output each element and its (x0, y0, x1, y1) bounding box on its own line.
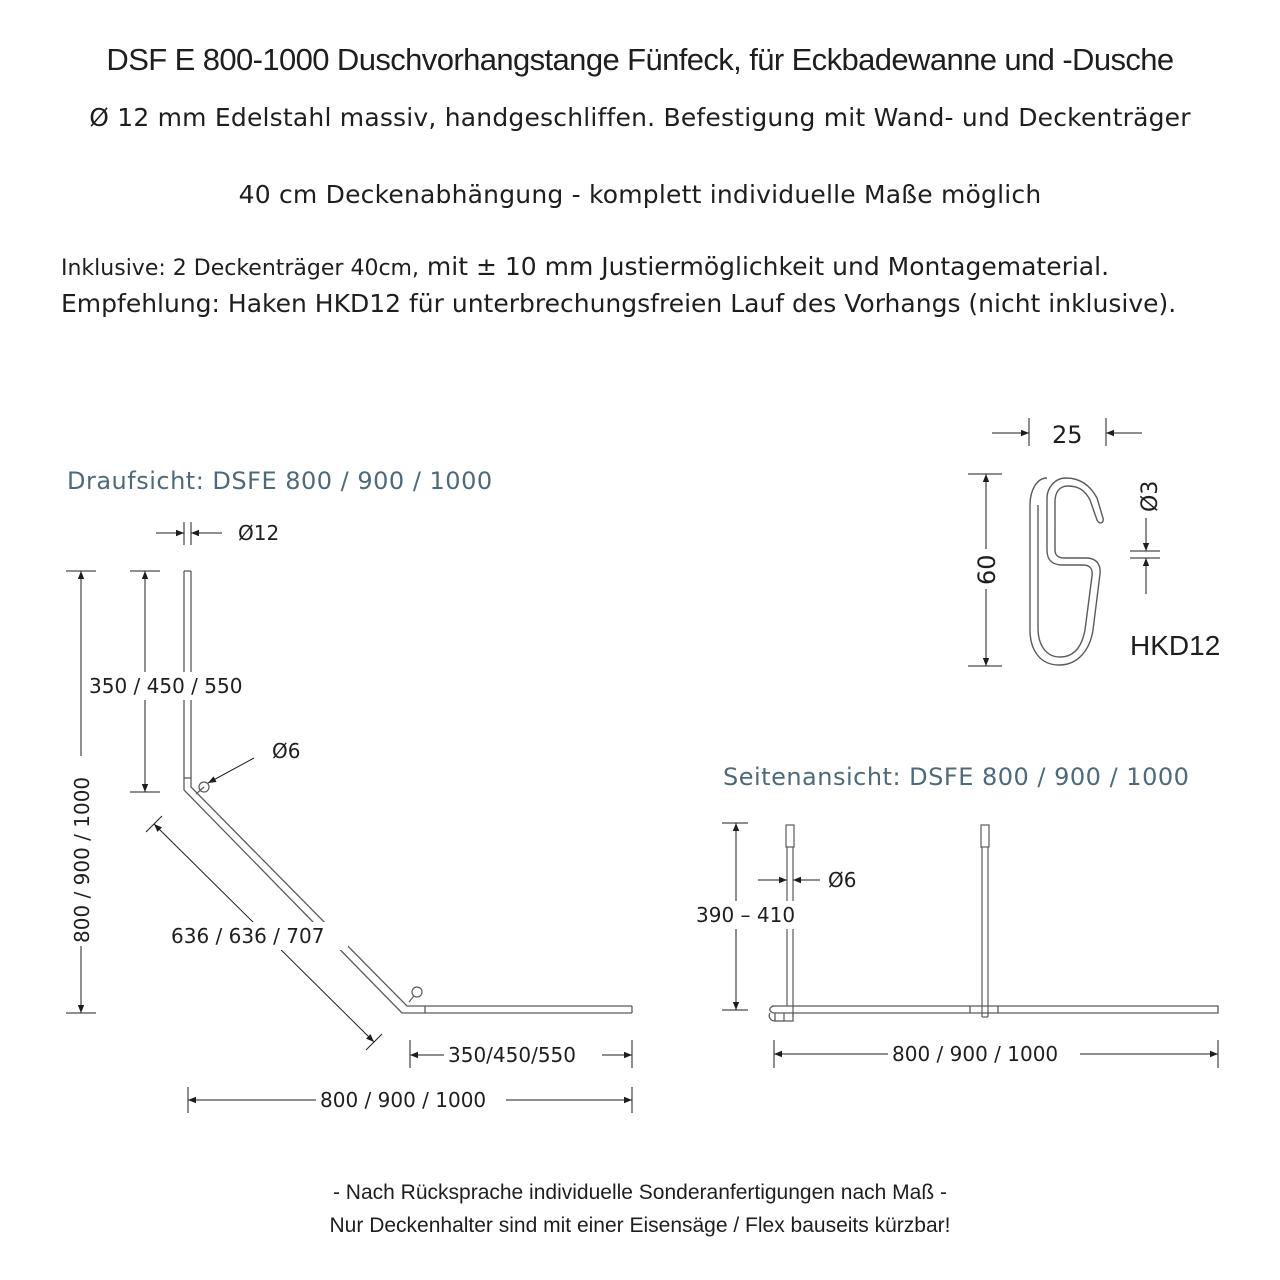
dim-rod-diameter (156, 522, 222, 545)
product-title: DSF E 800-1000 Duschvorhangstange Fünfeck, für Eckbadewanne und -Dusche (106, 42, 1174, 77)
side-view-rod (769, 1006, 1218, 1021)
diagonal-label: 636 / 636 / 707 (171, 924, 325, 948)
side-view-ceiling-holder (784, 825, 989, 1021)
total-width-label: 800 / 900 / 1000 (320, 1088, 487, 1112)
suspension-height-label: 390 – 410 (696, 903, 796, 927)
hook-drawing (1030, 478, 1103, 665)
suspension-note: 40 cm Deckenabhängung - komplett individuelle Maße möglich (238, 180, 1042, 209)
inclusive-prefix: Inklusive: 2 Deckenträger 40cm, (61, 256, 419, 281)
top-view-ceiling-holder (196, 782, 422, 1002)
recommendation-note: Empfehlung: Haken HKD12 für unterbrechungsfreien Lauf des Vorhangs (nicht inklusive). (61, 289, 1177, 318)
hook-width-label: 25 (1052, 421, 1083, 449)
side-width-label: 800 / 900 / 1000 (892, 1042, 1059, 1066)
side-holder-diameter-label: Ø6 (828, 868, 857, 892)
rod-diameter-label: Ø12 (238, 521, 280, 545)
dim-holder-diameter (208, 758, 254, 783)
hook-diameter-label: Ø3 (1138, 480, 1163, 512)
total-depth-label: 800 / 900 / 1000 (70, 776, 94, 943)
footer-custom-note: - Nach Rücksprache individuelle Sonderanfertigungen nach Maß - (332, 1181, 947, 1204)
short-segment-label: 350/450/550 (448, 1043, 576, 1067)
inclusive-rest: mit ± 10 mm Justiermöglichkeit und Montagematerial. (418, 252, 1110, 281)
dim-hook-diameter (1130, 518, 1160, 594)
holder-diameter-label: Ø6 (272, 739, 301, 763)
top-view-label: Draufsicht: DSFE 800 / 900 / 1000 (67, 467, 493, 495)
material-description: Ø 12 mm Edelstahl massiv, handgeschliffen. Befestigung mit Wand- und Deckenträger (89, 103, 1191, 132)
hook-name: HKD12 (1130, 630, 1221, 661)
side-view-label: Seitenansicht: DSFE 800 / 900 / 1000 (723, 763, 1190, 791)
footer-cut-note: Nur Deckenhalter sind mit einer Eisensäge / Flex bauseits kürzbar! (329, 1214, 951, 1237)
wall-segment-label: 350 / 450 / 550 (89, 674, 243, 698)
hook-height-label: 60 (973, 554, 1001, 585)
